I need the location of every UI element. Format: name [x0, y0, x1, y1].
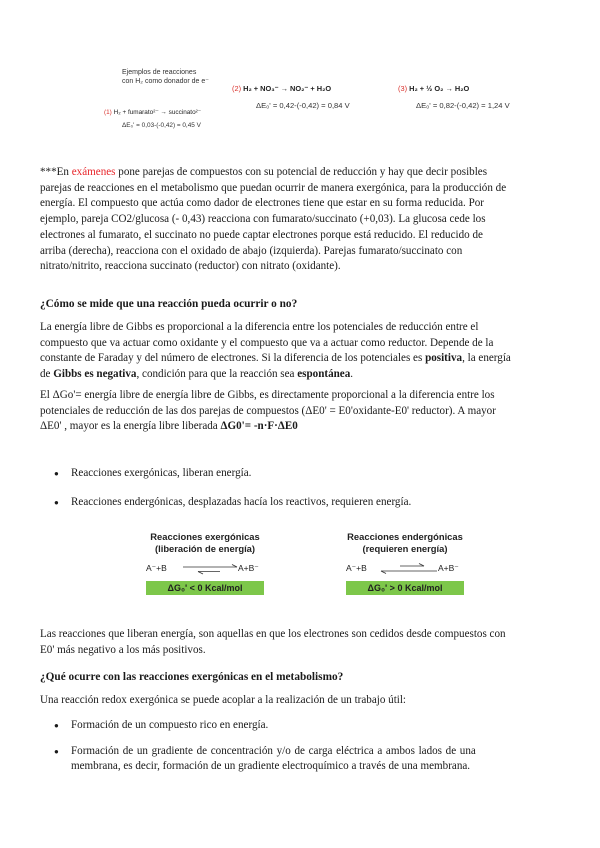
list-item-text: membrana, es decir, formación de un gradiente electroquímico a través de una membrana. — [71, 760, 471, 773]
text-run: . — [350, 368, 354, 381]
text-line: nitrato/nitrito, reacciona succinato (reductor) con nitrato (oxidante). — [40, 260, 341, 273]
reaction-3-equation: H₂ + ½ O₂ → H₂O — [409, 84, 470, 93]
text-run: ΔE0' , mayor es la energía libre liberada — [40, 420, 221, 433]
exergonic-title: Reacciones exergónicas — [150, 531, 260, 542]
endergonic-products: A+B⁻ — [438, 563, 459, 573]
paragraph-gibbs — [40, 320, 556, 383]
list-item — [40, 495, 560, 511]
reaction-type-list — [40, 466, 560, 510]
text-line: arriba (derecha), reacciona con el oxidado de abajo (izquierda). Parejas fumarato/succinato con — [40, 244, 463, 257]
section-heading-metabolism: ¿Qué ocurre con las reacciones exergónicas en el metabolismo? — [40, 671, 344, 683]
exam-highlight: exámenes — [71, 166, 116, 178]
text-line: La energía libre de Gibbs es proporcional a la diferencia entre los potenciales de reducción entre el — [40, 321, 479, 333]
reaction-2-delta-e: ΔE₀' = 0,42-(-0,42) = 0,84 V — [256, 101, 350, 110]
figure-header-line1: Ejemplos de reacciones — [122, 69, 197, 76]
text-line: El ΔGo'= energía libre de energía libre de Gibbs, es directamente proporcional a la diferencia entre los — [40, 389, 495, 401]
paragraph-delta-g — [40, 388, 556, 435]
text-line: potenciales de reducción de las dos parejas de compuestos (ΔE0' = E0'oxidante-E0' reductor). A mayor — [40, 404, 496, 417]
text-line: Una reacción redox exergónica se puede acoplar a la realización de un trabajo útil: — [40, 694, 407, 706]
exergonic-reactants: A⁻+B — [146, 563, 167, 573]
list-item-text: Reacciones endergónicas, desplazadas hacía los reactivos, requieren energía. — [71, 495, 412, 508]
text-line: ejemplo, pareja CO2/glucosa (- 0,43) reacciona con fumarato/succinato (+0,03). La glucosa cede los — [40, 213, 486, 226]
figure-header-line2: con H₂ como donador de e⁻ — [122, 78, 209, 85]
bold-spontaneous: espontánea — [297, 368, 351, 381]
reaction-3 — [398, 84, 469, 93]
endergonic-diagram — [346, 531, 464, 595]
section-heading-measure: ¿Cómo se mide que una reacción pueda ocurrir o no? — [40, 298, 298, 310]
text-run: pone parejas de compuestos con su potencial de reducción y hay que decir posibles — [115, 166, 488, 178]
list-item-text: Formación de un gradiente de concentración y/o de carga eléctrica a ambos lados de una — [71, 744, 476, 757]
reaction-3-delta-e: ΔE₀' = 0,82-(-0,42) = 1,24 V — [416, 101, 510, 110]
exergonic-diagram — [146, 531, 264, 595]
list-item-text: Formación de un compuesto rico en energía. — [71, 719, 269, 731]
reaction-1 — [104, 108, 201, 116]
reaction-1-number: (1) — [104, 109, 112, 116]
endergonic-title: Reacciones endergónicas — [347, 531, 463, 542]
paragraph-coupling — [40, 693, 556, 709]
text-run: ***En — [40, 166, 72, 178]
endergonic-subtitle: (requieren energía) — [362, 542, 448, 554]
reaction-1-delta-e: ΔE₀' = 0,03-(-0,42) = 0,45 V — [122, 122, 201, 129]
endergonic-delta-g-box: ΔG₀' > 0 Kcal/mol — [346, 581, 464, 595]
equilibrium-arrows-icon — [380, 562, 438, 576]
bullet-icon: ● — [54, 497, 59, 507]
text-line: Las reacciones que liberan energía, son aquellas en que los electrones son cedidos desde compuestos con — [40, 628, 506, 640]
equilibrium-arrows-icon — [182, 562, 238, 576]
reaction-2-number: (2) — [232, 84, 242, 93]
text-line: parejas de reacciones en el metabolismo que puedan ocurrir de manera exergónica, para la producción de — [40, 181, 507, 194]
text-run: , la energía — [462, 352, 511, 365]
text-line: E0' más negativo a los más positivos. — [40, 643, 206, 656]
list-item-text: Reacciones exergónicas, liberan energía. — [71, 467, 252, 479]
reaction-examples-figure — [96, 64, 536, 144]
text-line: compuesto que va actuar como oxidante y el compuesto que va a actuar como reductor. Depende de la — [40, 336, 494, 349]
text-line — [40, 419, 556, 435]
list-item — [40, 718, 556, 734]
text-run: constante de Faraday y del número de electrones. Si la diferencia de los potenciales es — [40, 352, 426, 365]
bold-positive: positiva — [425, 352, 463, 365]
paragraph-electron-flow — [40, 627, 556, 658]
paragraph-exam-note — [40, 165, 556, 275]
reaction-2 — [232, 84, 331, 93]
exergonic-products: A+B⁻ — [238, 563, 259, 573]
text-line — [40, 165, 556, 181]
exergonic-equation — [146, 562, 264, 578]
reaction-1-equation: H₂ + fumarato²⁻ → succinato²⁻ — [113, 109, 202, 116]
reaction-3-number: (3) — [398, 84, 408, 93]
text-line: energía. El compuesto que actúa como dador de electrones tiene que estar en su forma reducida. Por — [40, 197, 484, 210]
list-item — [40, 466, 560, 482]
bold-gibbs-negative: Gibbs es negativa — [53, 368, 137, 381]
list-item — [40, 744, 556, 775]
text-run: de — [40, 368, 54, 381]
text-line — [40, 351, 556, 367]
text-line: electrones al fumarato, el succinato no puede captar electrones porque está reducido. El reducido de — [40, 228, 483, 241]
delta-g-formula: ΔG0'= -n·F·ΔE0 — [220, 420, 298, 433]
bullet-icon: ● — [54, 746, 59, 756]
useful-work-list — [40, 718, 556, 775]
endergonic-equation — [346, 562, 464, 578]
exergonic-subtitle: (liberación de energía) — [154, 542, 256, 554]
exergonic-delta-g-box: ΔG₀' < 0 Kcal/mol — [146, 581, 264, 595]
endergonic-reactants: A⁻+B — [346, 563, 367, 573]
text-run: , condición para que la reacción sea — [136, 368, 298, 381]
bullet-icon: ● — [54, 721, 59, 730]
bullet-icon: ● — [54, 469, 59, 478]
text-line — [40, 367, 556, 383]
figure-header — [122, 68, 209, 86]
reaction-2-equation: H₂ + NO₃⁻ → NO₂⁻ + H₂O — [243, 84, 332, 93]
